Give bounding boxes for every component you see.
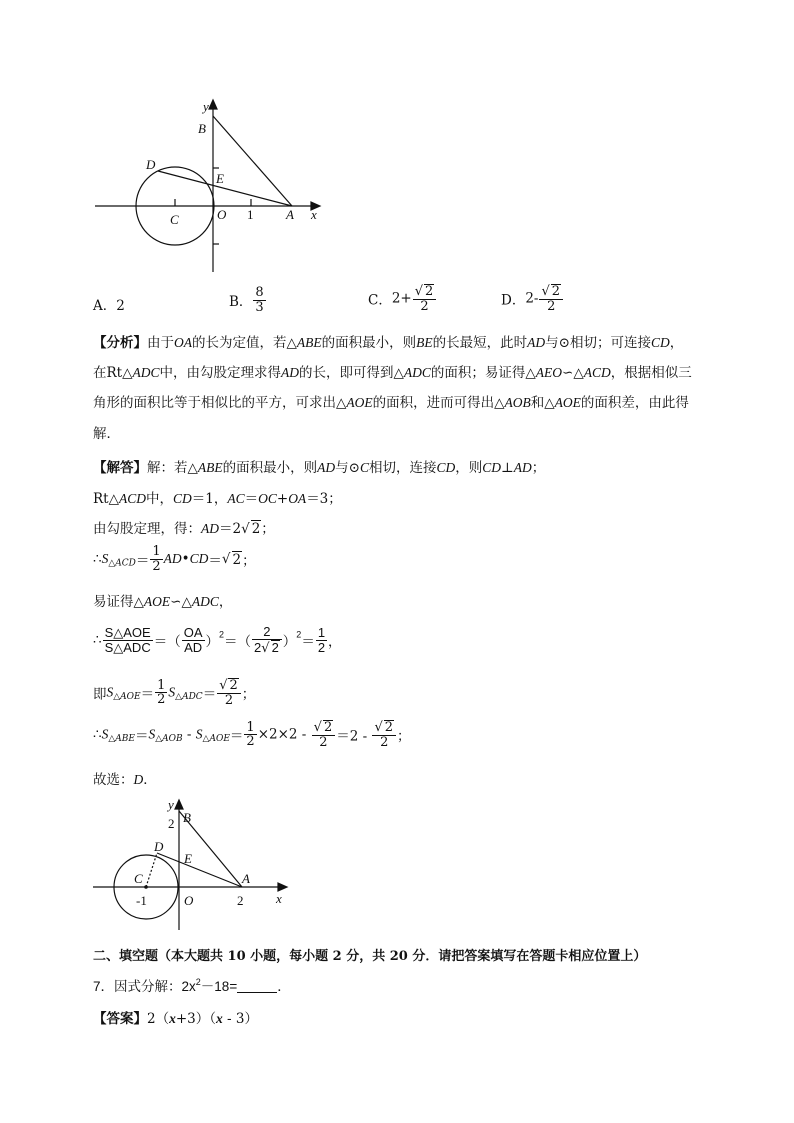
solution-line-3: 由勾股定理，得：AD＝2√ 2； [93, 521, 275, 537]
fig1-x-label: x [311, 207, 317, 222]
option-a: A．2 [93, 298, 125, 314]
analysis-line-1: 【分析】由于OA的长为定值，若△ABE的面积最小，则BE的长最短，此时AD与⊙相切；可连接CD， [93, 335, 684, 351]
figure-1 [90, 95, 330, 275]
option-d: D．2- $\frac{√ 2}{2}$ [501, 284, 564, 313]
fig2-label-d: D [154, 839, 164, 854]
fig2-x-label: x [276, 891, 282, 906]
figure-2 [90, 795, 300, 935]
analysis-line-2: 在Rt△ADC中，由勾股定理求得AD的长，即可得到△ADC的面积；易证得△AEO∽△ACD，根据相似三 [93, 365, 692, 381]
solution-line-6: ∴ $\frac{\text{S△AOE}}{\text{S△ADC}}$ ＝（ $\frac{OA}{AD}$ ）$^2$＝（ $\frac{2}{2√ 2}$ ）$^2$＝ $\frac{1}{2}$ ， [93, 624, 342, 656]
fraction: $\frac{√ 2}{2}$ [413, 284, 437, 313]
fig1-label-d: D [146, 157, 156, 172]
fig1-label-c: C [170, 212, 179, 227]
analysis-line-4: 解． [93, 426, 120, 442]
fig2-label-o: O [184, 893, 194, 908]
segment-ab [213, 116, 292, 206]
fig1-label-e: E [216, 171, 224, 186]
question-7: 7．因式分解：$2x^2-18=$ ． [93, 977, 291, 994]
fig2-segment-cd [146, 853, 157, 887]
solution-line-1: 【解答】解：若△ABE的面积最小，则AD与⊙C相切，连接CD，则CD⊥AD； [93, 460, 546, 476]
fig2-label-c: C [134, 871, 143, 886]
fig1-y-label: y [203, 99, 209, 114]
fig1-label-one: 1 [247, 207, 254, 222]
answer-7: 【答案】2（x+3）（x - 3） [93, 1011, 258, 1027]
fig2-label-two-x: 2 [237, 893, 244, 908]
analysis-line-3: 角形的面积比等于相似比的平方，可求出△AOE的面积，进而可得出△AOB和△AOE的面积差，由此得 [93, 395, 689, 411]
option-b: B． $\frac{8}{3}$ [229, 285, 264, 315]
solution-line-9: 故选：D． [93, 772, 157, 788]
fig2-label-two-y: 2 [168, 816, 175, 831]
fraction: $\frac{8}{3}$ [255, 285, 264, 315]
fig2-label-e: E [184, 851, 192, 866]
solution-line-4: $\therefore S_{\triangle ACD}=$ $\frac{1}{2}$ AD•CD＝√ 2； [93, 544, 256, 574]
fig2-label-b: B [183, 810, 191, 825]
solution-line-8: $\therefore S_{\triangle ABE}=S_{\triangle AOB} - S_{\triangle AOE}=$ $\frac{1}{2}$ ×2×2 - $\frac{√ 2}{2}$ ＝2 - $\frac{√ 2}{2}$ ； [93, 719, 411, 750]
fig2-y-label: y [168, 797, 174, 812]
solution-line-5: 易证得△AOE∽△ADC， [93, 594, 233, 610]
answer-blank[interactable] [237, 980, 277, 993]
fig2-label-neg1: -1 [136, 893, 147, 908]
option-c: C．2+ $\frac{√ 2}{2}$ [368, 284, 437, 313]
fig2-label-a: A [242, 871, 250, 886]
fig1-label-b: B [198, 121, 206, 136]
fraction: $\frac{√ 2}{2}$ [539, 284, 563, 313]
section-heading: 二、填空题（本大题共 10 小题，每小题 2 分，共 20 分．请把答案填写在答题卡相应位置上） [93, 949, 647, 964]
solution-line-7: 即$S_{\triangle AOE}=$ $\frac{1}{2}$ $S_{\triangle ADC}=$ $\frac{√ 2}{2}$ ； [93, 677, 256, 708]
solution-line-2: Rt△ACD中，CD＝1，AC＝OC+OA＝3； [93, 491, 342, 507]
fig1-label-a: A [286, 207, 294, 222]
fig2-segment-ad [157, 853, 242, 887]
fig1-label-o: O [217, 207, 227, 222]
options-row [93, 282, 713, 322]
segment-ad [158, 171, 292, 206]
